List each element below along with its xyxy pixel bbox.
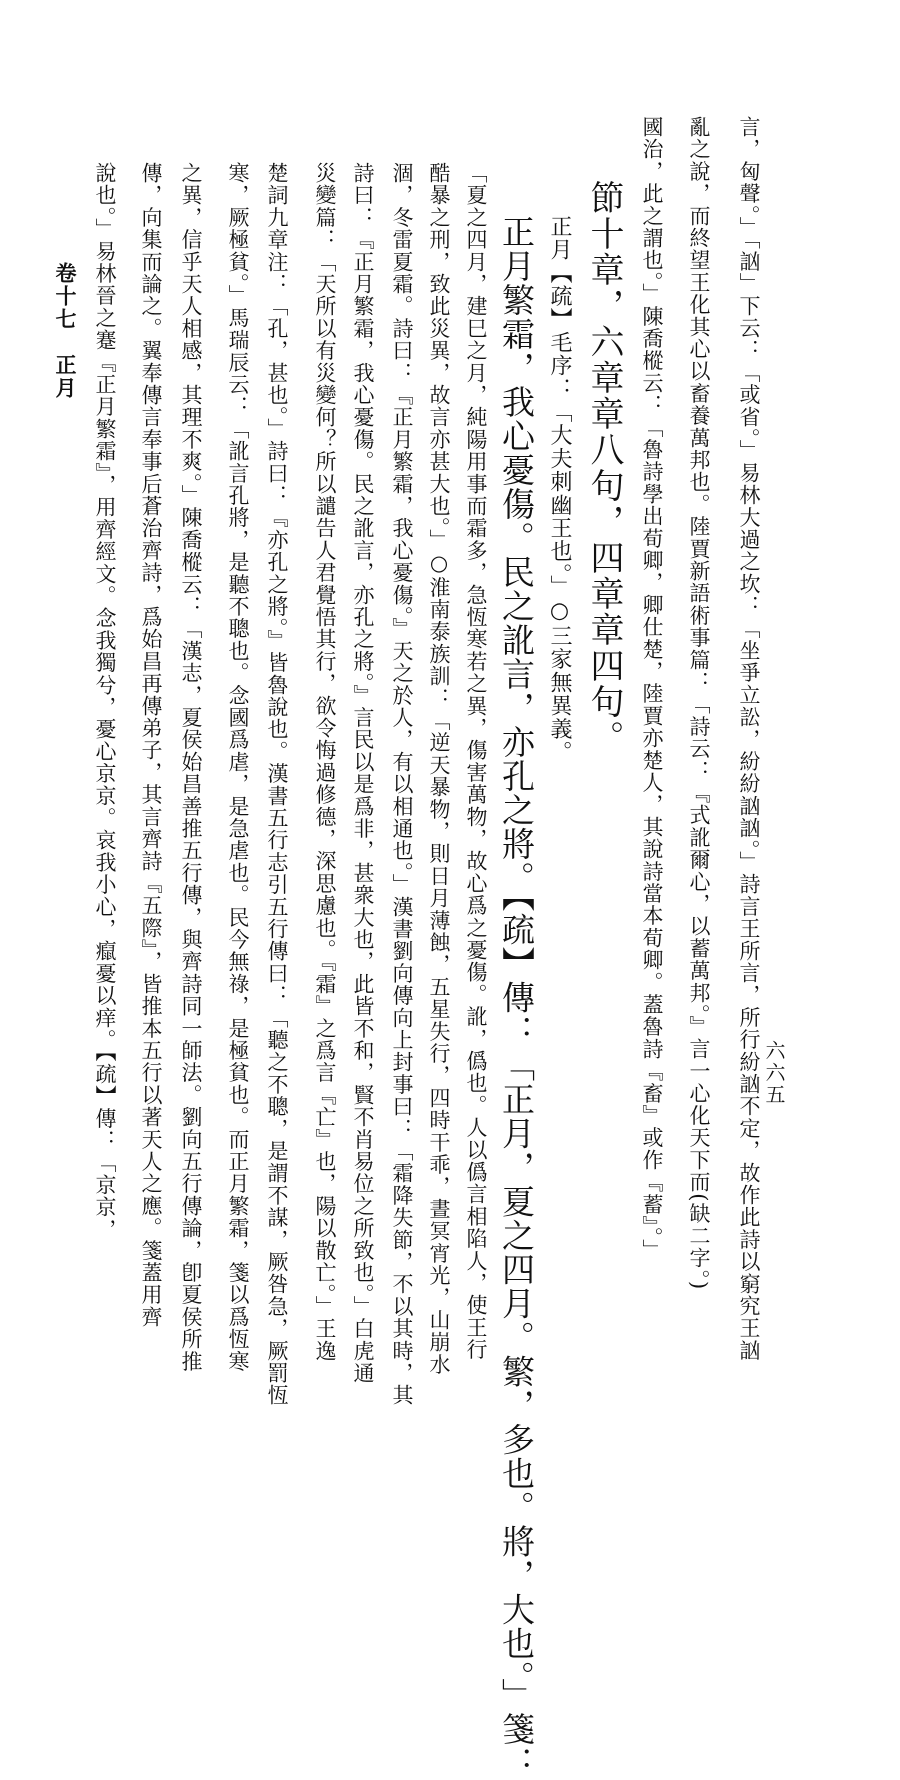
- poem-verse-column: 正月繁霜，我心憂傷。民之訛言，亦孔之將。【疏】傳：「正月，夏之四月。繁，多也。將，大也。」箋：: [497, 215, 536, 1780]
- text-column: 說也。」易林晉之蹇『正月繁霜』，用齊經文。念我獨兮，憂心京京。哀我小心，癙憂以痒。【疏】傳：「京京，: [93, 162, 117, 1241]
- text-column: 之異，信乎天人相感，其理不爽。」陳喬樅云：「漢志，夏侯始昌善推五行傳，與齊詩同一師法。劉向五行傳論，卽夏侯所推: [179, 162, 203, 1373]
- section-heading: 節十章，六章章八句，四章章四句。: [584, 180, 624, 756]
- text-column: 楚詞九章注：「孔，甚也。」詩曰：『亦孔之將。』皆魯說也。漢書五行志引五行傳曰：「聽之不聰，是謂不謀，厥咎急，厥罰恆: [265, 162, 289, 1407]
- page-number: 六六五: [762, 1040, 786, 1106]
- text-column: 亂之說，而終望王化其心以畜養萬邦也。陸賈新語術事篇：「詩云：『式訛爾心，以蓄萬邦。』言一心化天下而(缺二字。): [687, 116, 711, 1291]
- poem-title: 正月【疏】毛序：「大夫刺幽王也。」○三家無異義。: [547, 215, 572, 764]
- running-head: 卷十七 正月: [53, 262, 78, 400]
- text-column: 傳，向集而論之。翼奉傳言奉事后蒼治齊詩，爲始昌再傳弟子，其言齊詩『五際』，皆推本五行以著天人之應。箋蓋用齊: [139, 162, 163, 1329]
- text-column: 詩曰：『正月繁霜，我心憂傷。民之訛言，亦孔之將。』言民以是爲非，甚衆大也，此皆不和，賢不肖易位之所致也。」白虎通: [351, 162, 375, 1385]
- text-column: 「夏之四月，建巳之月，純陽用事而霜多，急恆寒若之異，傷害萬物，故心爲之憂傷。訛，僞也。人以僞言相陷人，使王行: [464, 162, 488, 1361]
- text-column: 涸，冬雷夏霜。詩曰：『正月繁霜，我心憂傷。』天之於人，有以相通也。」漢書劉向傳向上封事曰：「霜降失節，不以其時，其: [390, 162, 414, 1407]
- text-column: 國治，此之謂也。」陳喬樅云：「魯詩學出荀卿，卿仕楚，陸賈亦楚人，其說詩當本荀卿。蓋魯詩『畜』或作『蓄』。」: [640, 116, 664, 1262]
- text-column: 言，匈聲。」「訩」下云：「或省。」易林大過之坎：「坐爭立訟，紛紛訩訩。」詩言王所言，所行紛訩不定，故作此詩以窮究王訩: [737, 116, 761, 1362]
- text-column: 酷暴之刑，致此災異，故言亦甚大也。」○淮南泰族訓：「逆天暴物，則日月薄蝕，五星失行，四時干乖，晝冥宵光，山崩水: [427, 162, 451, 1376]
- text-column: 寒，厥極貧。」馬瑞辰云：「訛言孔將，是聽不聰也。念國爲虐，是急虐也。民今無祿，是極貧也。而正月繁霜，箋以爲恆寒: [226, 162, 250, 1373]
- text-column: 災變篇：「天所以有災變何？所以譴告人君覺悟其行，欲令悔過修德，深思慮也。『霜』之爲言『亡』也，陽以散亡。」王逸: [313, 162, 337, 1362]
